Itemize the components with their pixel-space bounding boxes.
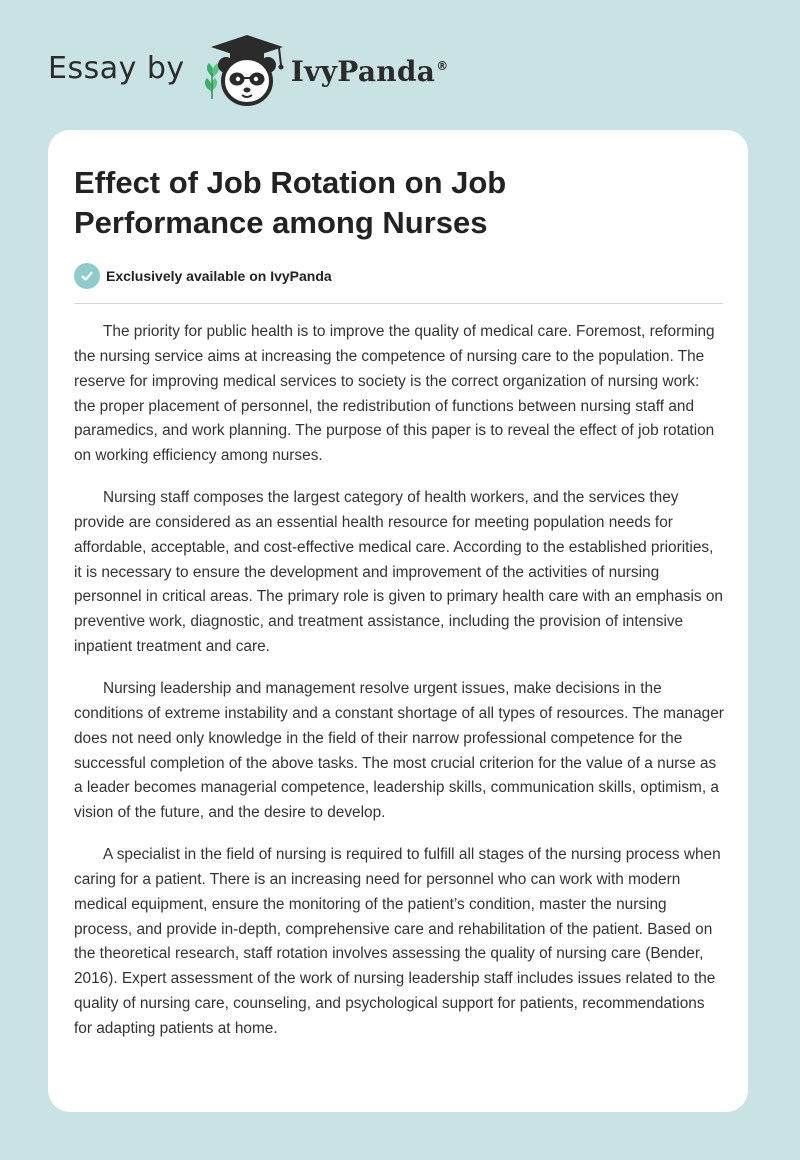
brand-name[interactable]	[291, 55, 449, 88]
page-title: Effect of Job Rotation on Job Performance among Nurses	[74, 165, 507, 240]
exclusive-badge	[74, 263, 332, 289]
exclusive-label: Exclusively available on IvyPanda	[106, 268, 332, 284]
paragraph: Nursing staff composes the largest category of health workers, and the services they provide are considered as an essential health resource for meeting population needs for affordable, acceptable, and cost-effective medical care. According to the established priorities, it is necessary to ensure the development and improvement of the activities of nursing personnel in critical areas. The primary role is given to primary health care with an emphasis on preventive work, diagnostic, and treatment assistance, including the provision of intensive inpatient treatment and care.	[74, 489, 723, 656]
panda-graduate-icon[interactable]	[199, 33, 291, 111]
registered-mark: ®	[436, 59, 449, 74]
essay-card	[48, 130, 748, 1112]
divider	[74, 303, 723, 304]
essay-body	[74, 320, 724, 1059]
paragraph: A specialist in the field of nursing is required to fulfill all stages of the nursing process when caring for a patient. There is an increasing need for personnel who can work with modern medical equipment, ensure the monitoring of the patient’s condition, master the nursing process, and provide in-depth, comprehensive care and rehabilitation of the patient. Based on the theoretical research, staff rotation involves assessing the quality of nursing care (Bender, 2016). Expert assessment of the work of nursing leadership staff includes issues related to the quality of nursing care, counseling, and psychological support for patients, recommendations for adapting patients at home.	[74, 846, 721, 1037]
site-header	[48, 32, 449, 112]
essay-by-label: Essay by	[48, 50, 185, 86]
paragraph: The priority for public health is to improve the quality of medical care. Foremost, reforming the nursing service aims at increasing the competence of nursing care to the population. The reserve for improving medical services to society is the correct organization of nursing work: the proper placement of personnel, the redistribution of functions between nursing staff and paramedics, and work planning. The purpose of this paper is to reveal the effect of job rotation on working efficiency among nurses.	[74, 323, 715, 465]
brand-name-text: IvyPanda	[290, 54, 436, 88]
check-icon	[74, 263, 100, 289]
ivy-leaf-icon	[205, 63, 219, 99]
paragraph: Nursing leadership and management resolve urgent issues, make decisions in the conditions of extreme instability and a constant shortage of all types of resources. The manager does not need only knowledge in the field of their narrow professional competence for the successful completion of the above tasks. The most crucial criterion for the value of a nurse as a leader becomes managerial competence, leadership skills, communication skills, optimism, a vision of the future, and the desire to develop.	[74, 679, 724, 822]
